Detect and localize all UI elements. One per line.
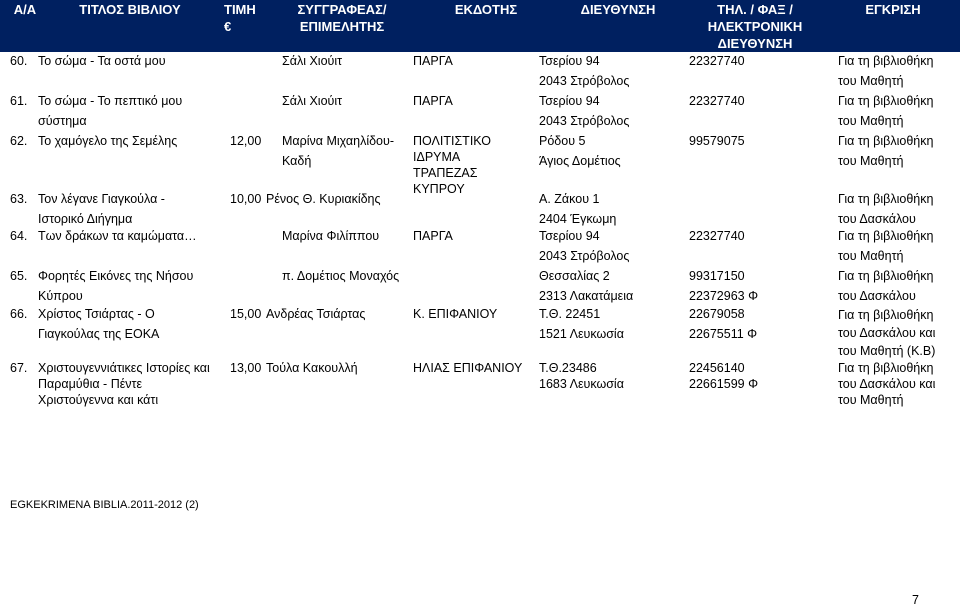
header-aa: Α/Α (13, 2, 37, 17)
row-publisher: ΠΑΡΓΑ (413, 94, 453, 108)
table-header (0, 0, 960, 52)
header-price: ΤΙΜΗ € (224, 2, 256, 34)
row-approval: Για τη βιβλιοθήκη του Μαθητή (838, 54, 934, 88)
row-publisher: ΠΟΛΙΤΙΣΤΙΚΟ ΙΔΡΥΜΑ ΤΡΑΠΕΖΑΣ ΚΥΠΡΟΥ (413, 134, 491, 196)
row-address: Τ.Θ.23486 1683 Λευκωσία (539, 361, 624, 391)
row-author: Ανδρέας Τσιάρτας (266, 307, 366, 321)
row-title: Χρίστος Τσιάρτας - Ο Γιαγκούλας της ΕΟΚΑ (38, 307, 160, 341)
row-address: Θεσσαλίας 2 2313 Λακατάμεια (539, 269, 634, 303)
row-approval: Για τη βιβλιοθήκη του Μαθητή (838, 94, 934, 128)
row-author: Ρένος Θ. Κυριακίδης (266, 192, 381, 206)
row-address: Α. Ζάκου 1 2404 Έγκωμη (539, 192, 617, 226)
row-approval: Για τη βιβλιοθήκη του Δασκάλου και του Μαθητή (Κ.Β) (838, 308, 936, 358)
row-phone: 99317150 22372963 Φ (689, 269, 759, 303)
row-phone: 22327740 (689, 94, 745, 108)
row-aa: 64. (10, 229, 28, 243)
row-aa: 66. (10, 307, 28, 321)
row-author: Σάλι Χιούιτ (282, 94, 343, 108)
row-address: Ρόδου 5 Άγιος Δομέτιος (539, 134, 621, 168)
row-address: Τσερίου 94 2043 Στρόβολος (539, 229, 630, 263)
row-publisher: ΠΑΡΓΑ (413, 229, 453, 243)
row-phone: 99579075 (689, 134, 745, 148)
row-address: Τ.Θ. 22451 1521 Λευκωσία (539, 307, 624, 341)
row-address: Τσερίου 94 2043 Στρόβολος (539, 94, 630, 128)
row-title: Το σώμα - Το πεπτικό μου σύστημα (38, 94, 183, 128)
header-author: ΣΥΓΓΡΑΦΕΑΣ/ ΕΠΙΜΕΛΗΤΗΣ (297, 2, 387, 34)
row-phone: 22327740 (689, 229, 745, 243)
row-approval: Για τη βιβλιοθήκη του Μαθητή (838, 134, 934, 168)
row-aa: 60. (10, 54, 28, 68)
row-author: Μαρίνα Φιλίππου (282, 229, 380, 243)
header-title: ΤΙΤΛΟΣ ΒΙΒΛΙΟΥ (79, 2, 181, 17)
row-title: Φορητές Εικόνες της Νήσου Κύπρου (38, 269, 194, 303)
row-approval: Για τη βιβλιοθήκη του Δασκάλου και του Μαθητή (838, 361, 936, 407)
row-title: Των δράκων τα καμώματα… (38, 229, 197, 243)
row-author: Τούλα Κακουλλή (266, 361, 358, 375)
row-price: 12,00 (230, 134, 262, 148)
row-title: Το σώμα - Τα οστά μου (38, 54, 166, 68)
row-approval: Για τη βιβλιοθήκη του Δασκάλου (838, 269, 934, 303)
header-publisher: ΕΚΔΟΤΗΣ (454, 2, 518, 17)
row-title: Χριστουγεννιάτικες Ιστορίες και Παραμύθια - Πέντε Χριστούγεννα και κάτι (38, 361, 210, 407)
row-address: Τσερίου 94 2043 Στρόβολος (539, 54, 630, 88)
header-phone: ΤΗΛ. / ΦΑΞ / ΗΛΕΚΤΡΟΝΙΚΗ ΔΙΕΥΘΥΝΣΗ (707, 2, 803, 51)
row-publisher: Κ. ΕΠΙΦΑΝΙΟΥ (413, 307, 498, 321)
row-aa: 67. (10, 361, 28, 375)
row-title: Το χαμόγελο της Σεμέλης (38, 134, 178, 148)
row-aa: 65. (10, 269, 28, 283)
row-approval: Για τη βιβλιοθήκη του Δασκάλου (838, 192, 934, 226)
row-price: 15,00 (230, 307, 262, 321)
row-price: 13,00 (230, 361, 262, 375)
row-approval: Για τη βιβλιοθήκη του Μαθητή (838, 229, 934, 263)
row-publisher: ΠΑΡΓΑ (413, 54, 453, 68)
row-author: π. Δομέτιος Μοναχός (282, 269, 400, 283)
row-price: 10,00 (230, 192, 262, 206)
row-title: Τον λέγανε Γιαγκούλα - Ιστορικό Διήγημα (38, 192, 165, 226)
row-aa: 61. (10, 94, 28, 108)
row-aa: 63. (10, 192, 28, 206)
page-number: 7 (912, 593, 919, 607)
header-address: ΔΙΕΥΘΥΝΣΗ (580, 2, 656, 17)
row-phone: 22679058 22675511 Φ (689, 307, 758, 341)
footer-note: EGKEKRIMENA BIBLIA.2011-2012 (2) (10, 499, 199, 511)
row-author: Μαρίνα Μιχαηλίδου- Καδή (282, 134, 395, 168)
row-phone: 22327740 (689, 54, 745, 68)
row-aa: 62. (10, 134, 28, 148)
row-publisher: ΗΛΙΑΣ ΕΠΙΦΑΝΙΟΥ (413, 361, 523, 375)
row-author: Σάλι Χιούιτ (282, 54, 343, 68)
row-phone: 22456140 22661599 Φ (689, 361, 759, 391)
header-approval: ΕΓΚΡΙΣΗ (865, 2, 921, 17)
